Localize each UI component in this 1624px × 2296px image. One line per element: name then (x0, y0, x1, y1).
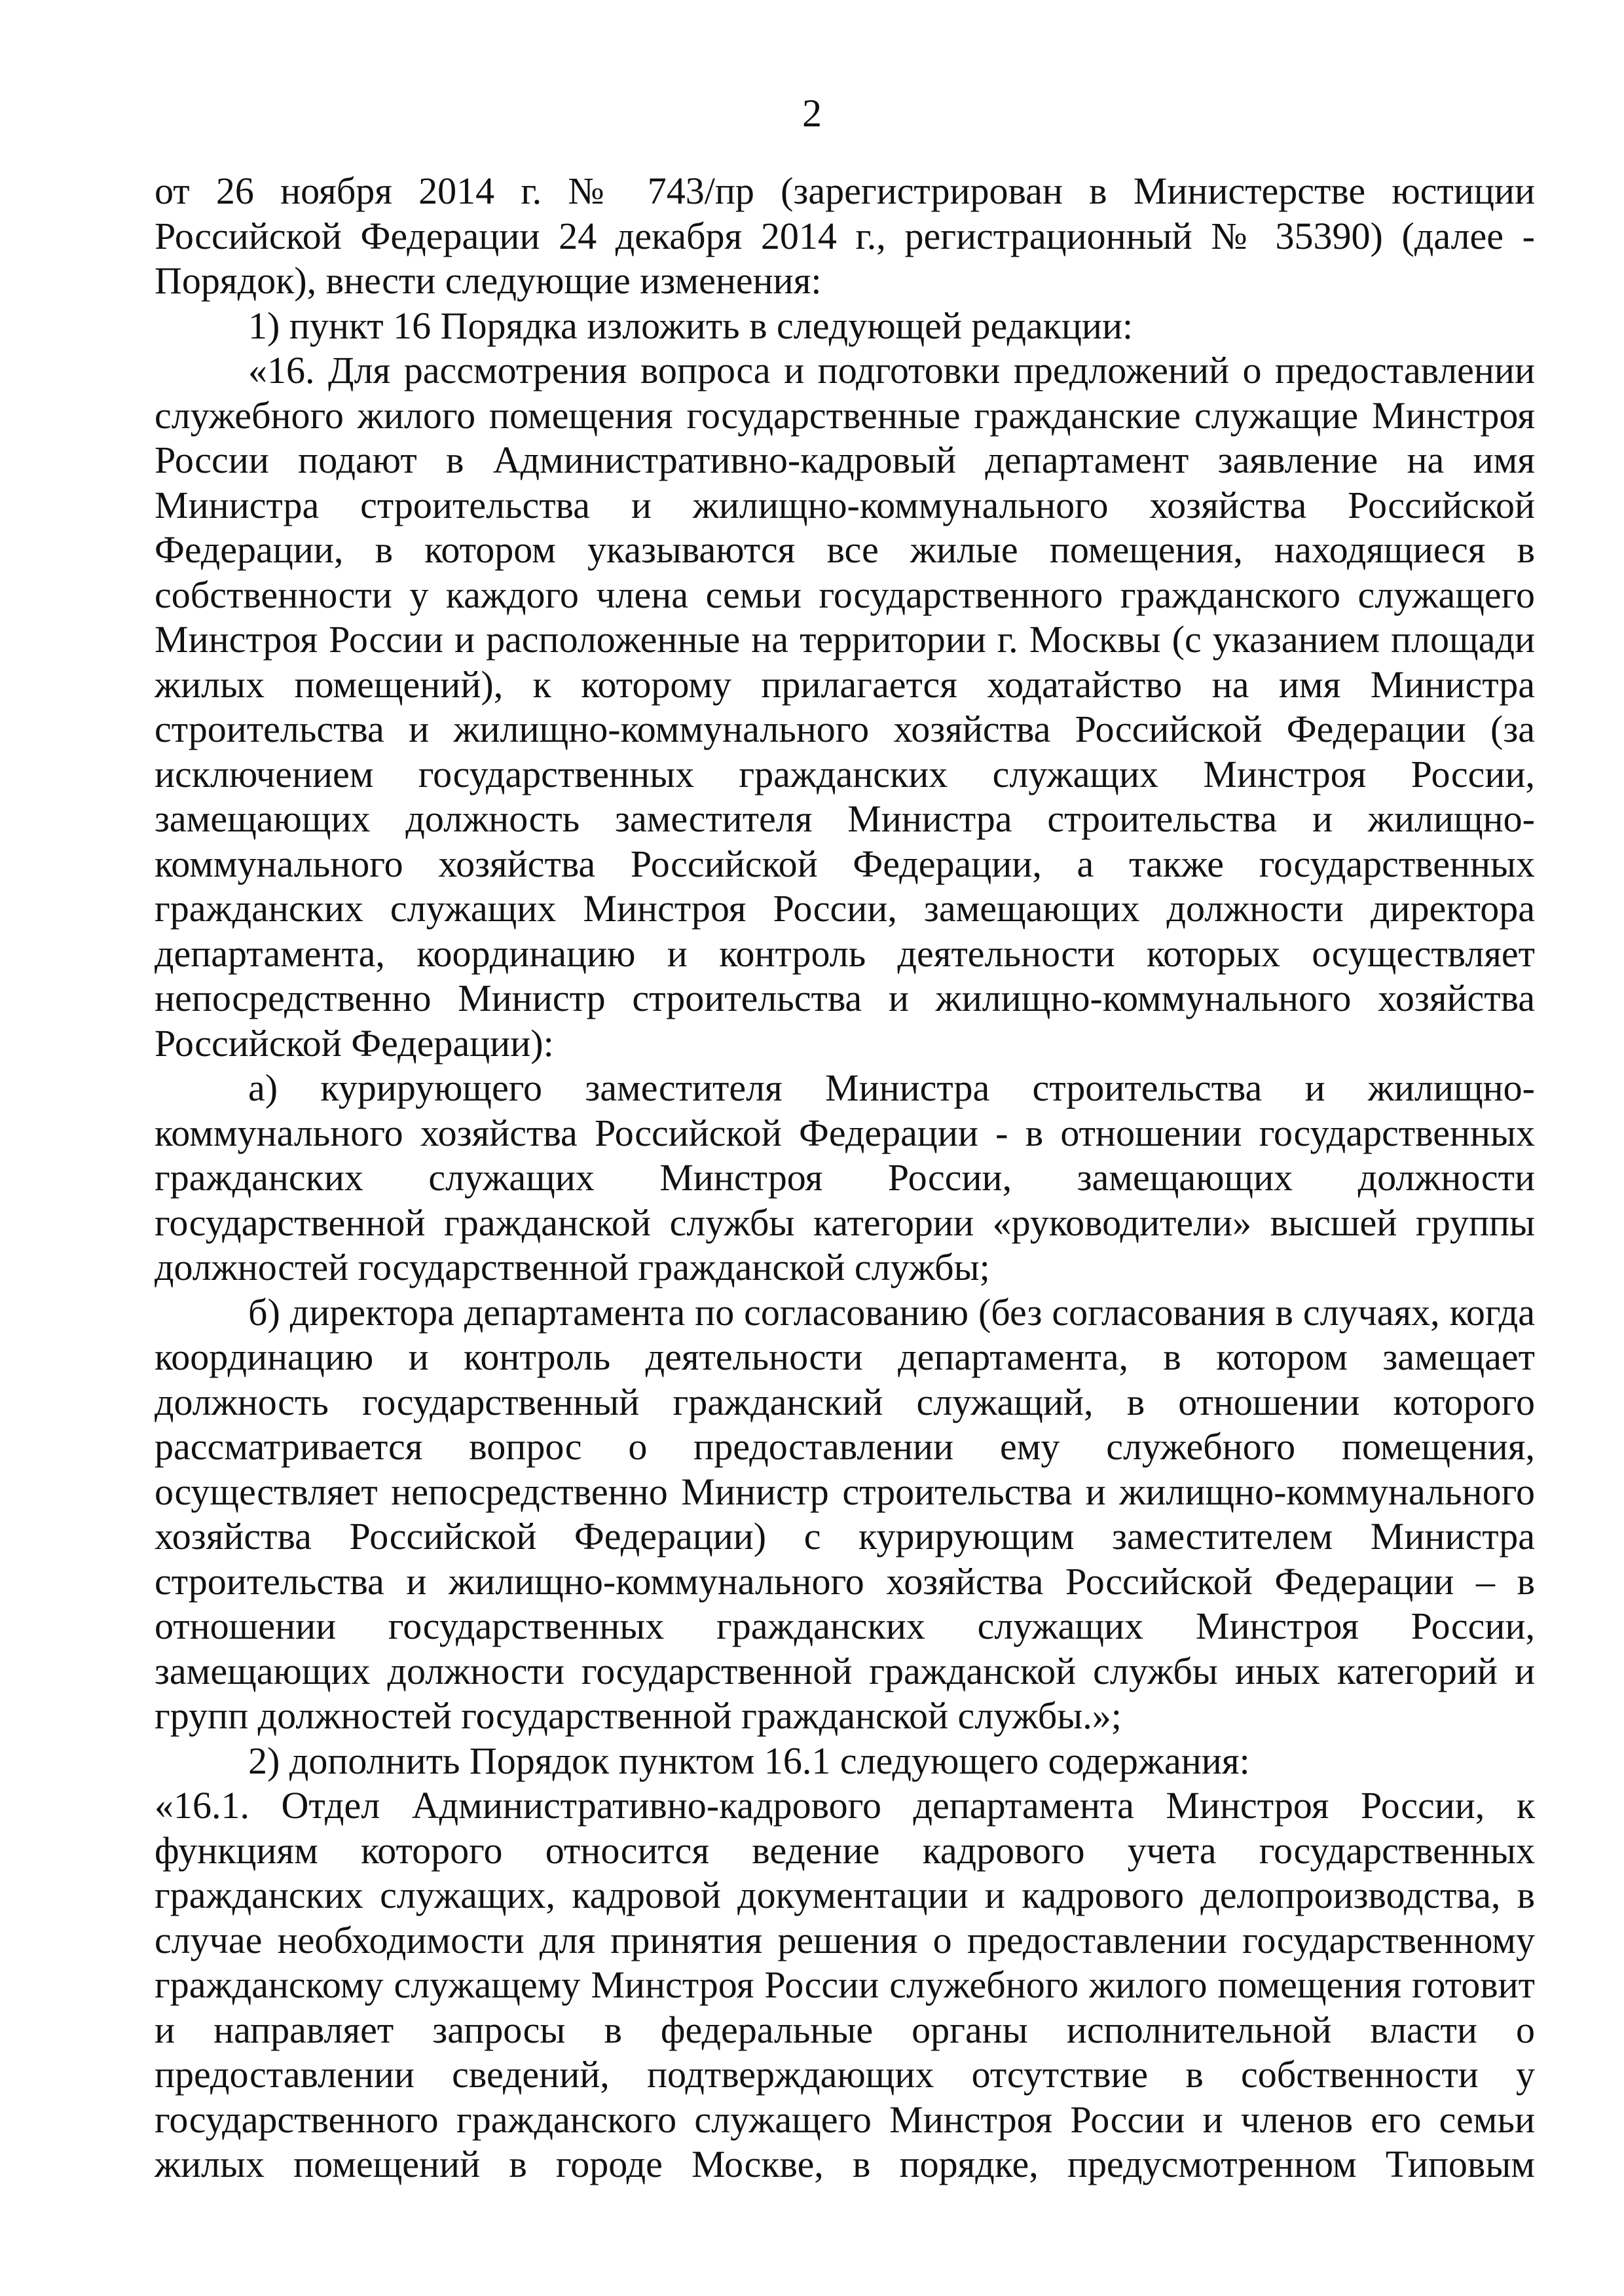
paragraph: а) курирующего заместителя Министра строительства и жилищно-коммунального хозяйства Российской Федерации - в отношении государственных гражданских служащих Минстроя России, замещающих должности государственной гражданской службы категории «руководители» высшей группы должностей государственной гражданской службы; (155, 1066, 1535, 1288)
page-number: 2 (802, 92, 822, 135)
document-body (155, 169, 1535, 2187)
paragraph: 1) пункт 16 Порядка изложить в следующей редакции: (248, 304, 1134, 347)
paragraph: «16.1. Отдел Административно-кадрового департамента Минстроя России, к функциям которого относится ведение кадрового учета государственных гражданских служащих, кадровой документации и кадрового делопроизводства, в случае необходимости для принятия решения о предоставлении государственному гражданскому служащему Минстроя России служебного жилого помещения готовит и направляет запросы в федеральные органы исполнительной власти о предоставлении сведений, подтверждающих отсутствие в собственности у государственного гражданского служащего Минстроя России и членов его семьи жилых помещений в городе Москве, в порядке, предусмотренном Типовым (155, 1784, 1535, 2185)
paragraph: от 26 ноября 2014 г. № 743/пр (зарегистрирован в Министерстве юстиции Российской Федерации 24 декабря 2014 г., регистрационный № 35390) (далее - Порядок), внести следующие изменения: (155, 170, 1535, 302)
paragraph: «16. Для рассмотрения вопроса и подготовки предложений о предоставлении служебного жилого помещения государственные гражданские служащие Минстроя России подают в Административно-кадровый департамент заявление на имя Министра строительства и жилищно-коммунального хозяйства Российской Федерации, в котором указываются все жилые помещения, находящиеся в собственности у каждого члена семьи государственного гражданского служащего Минстроя России и расположенные на территории г. Москвы (с указанием площади жилых помещений), к которому прилагается ходатайство на имя Министра строительства и жилищно-коммунального хозяйства Российской Федерации (за исключением государственных гражданских служащих Минстроя России, замещающих должность заместителя Министра строительства и жилищно-коммунального хозяйства Российской Федерации, а также государственных гражданских служащих Минстроя России, замещающих должности директора департамента, координацию и контроль деятельности которых осуществляет непосредственно Министр строительства и жилищно-коммунального хозяйства Российской Федерации): (155, 349, 1535, 1065)
paragraph: б) директора департамента по согласованию (без согласования в случаях, когда координацию и контроль деятельности департамента, в котором замещает должность государственный гражданский служащий, в отношении которого рассматривается вопрос о предоставлении ему служебного помещения, осуществляет непосредственно Министр строительства и жилищно-коммунального хозяйства Российской Федерации) с курирующим заместителем Министра строительства и жилищно-коммунального хозяйства Российской Федерации – в отношении государственных гражданских служащих Минстроя России, замещающих должности государственной гражданской службы иных категорий и групп должностей государственной гражданской службы.»; (155, 1290, 1535, 1737)
paragraph: 2) дополнить Порядок пунктом 16.1 следующего содержания: (248, 1739, 1250, 1782)
